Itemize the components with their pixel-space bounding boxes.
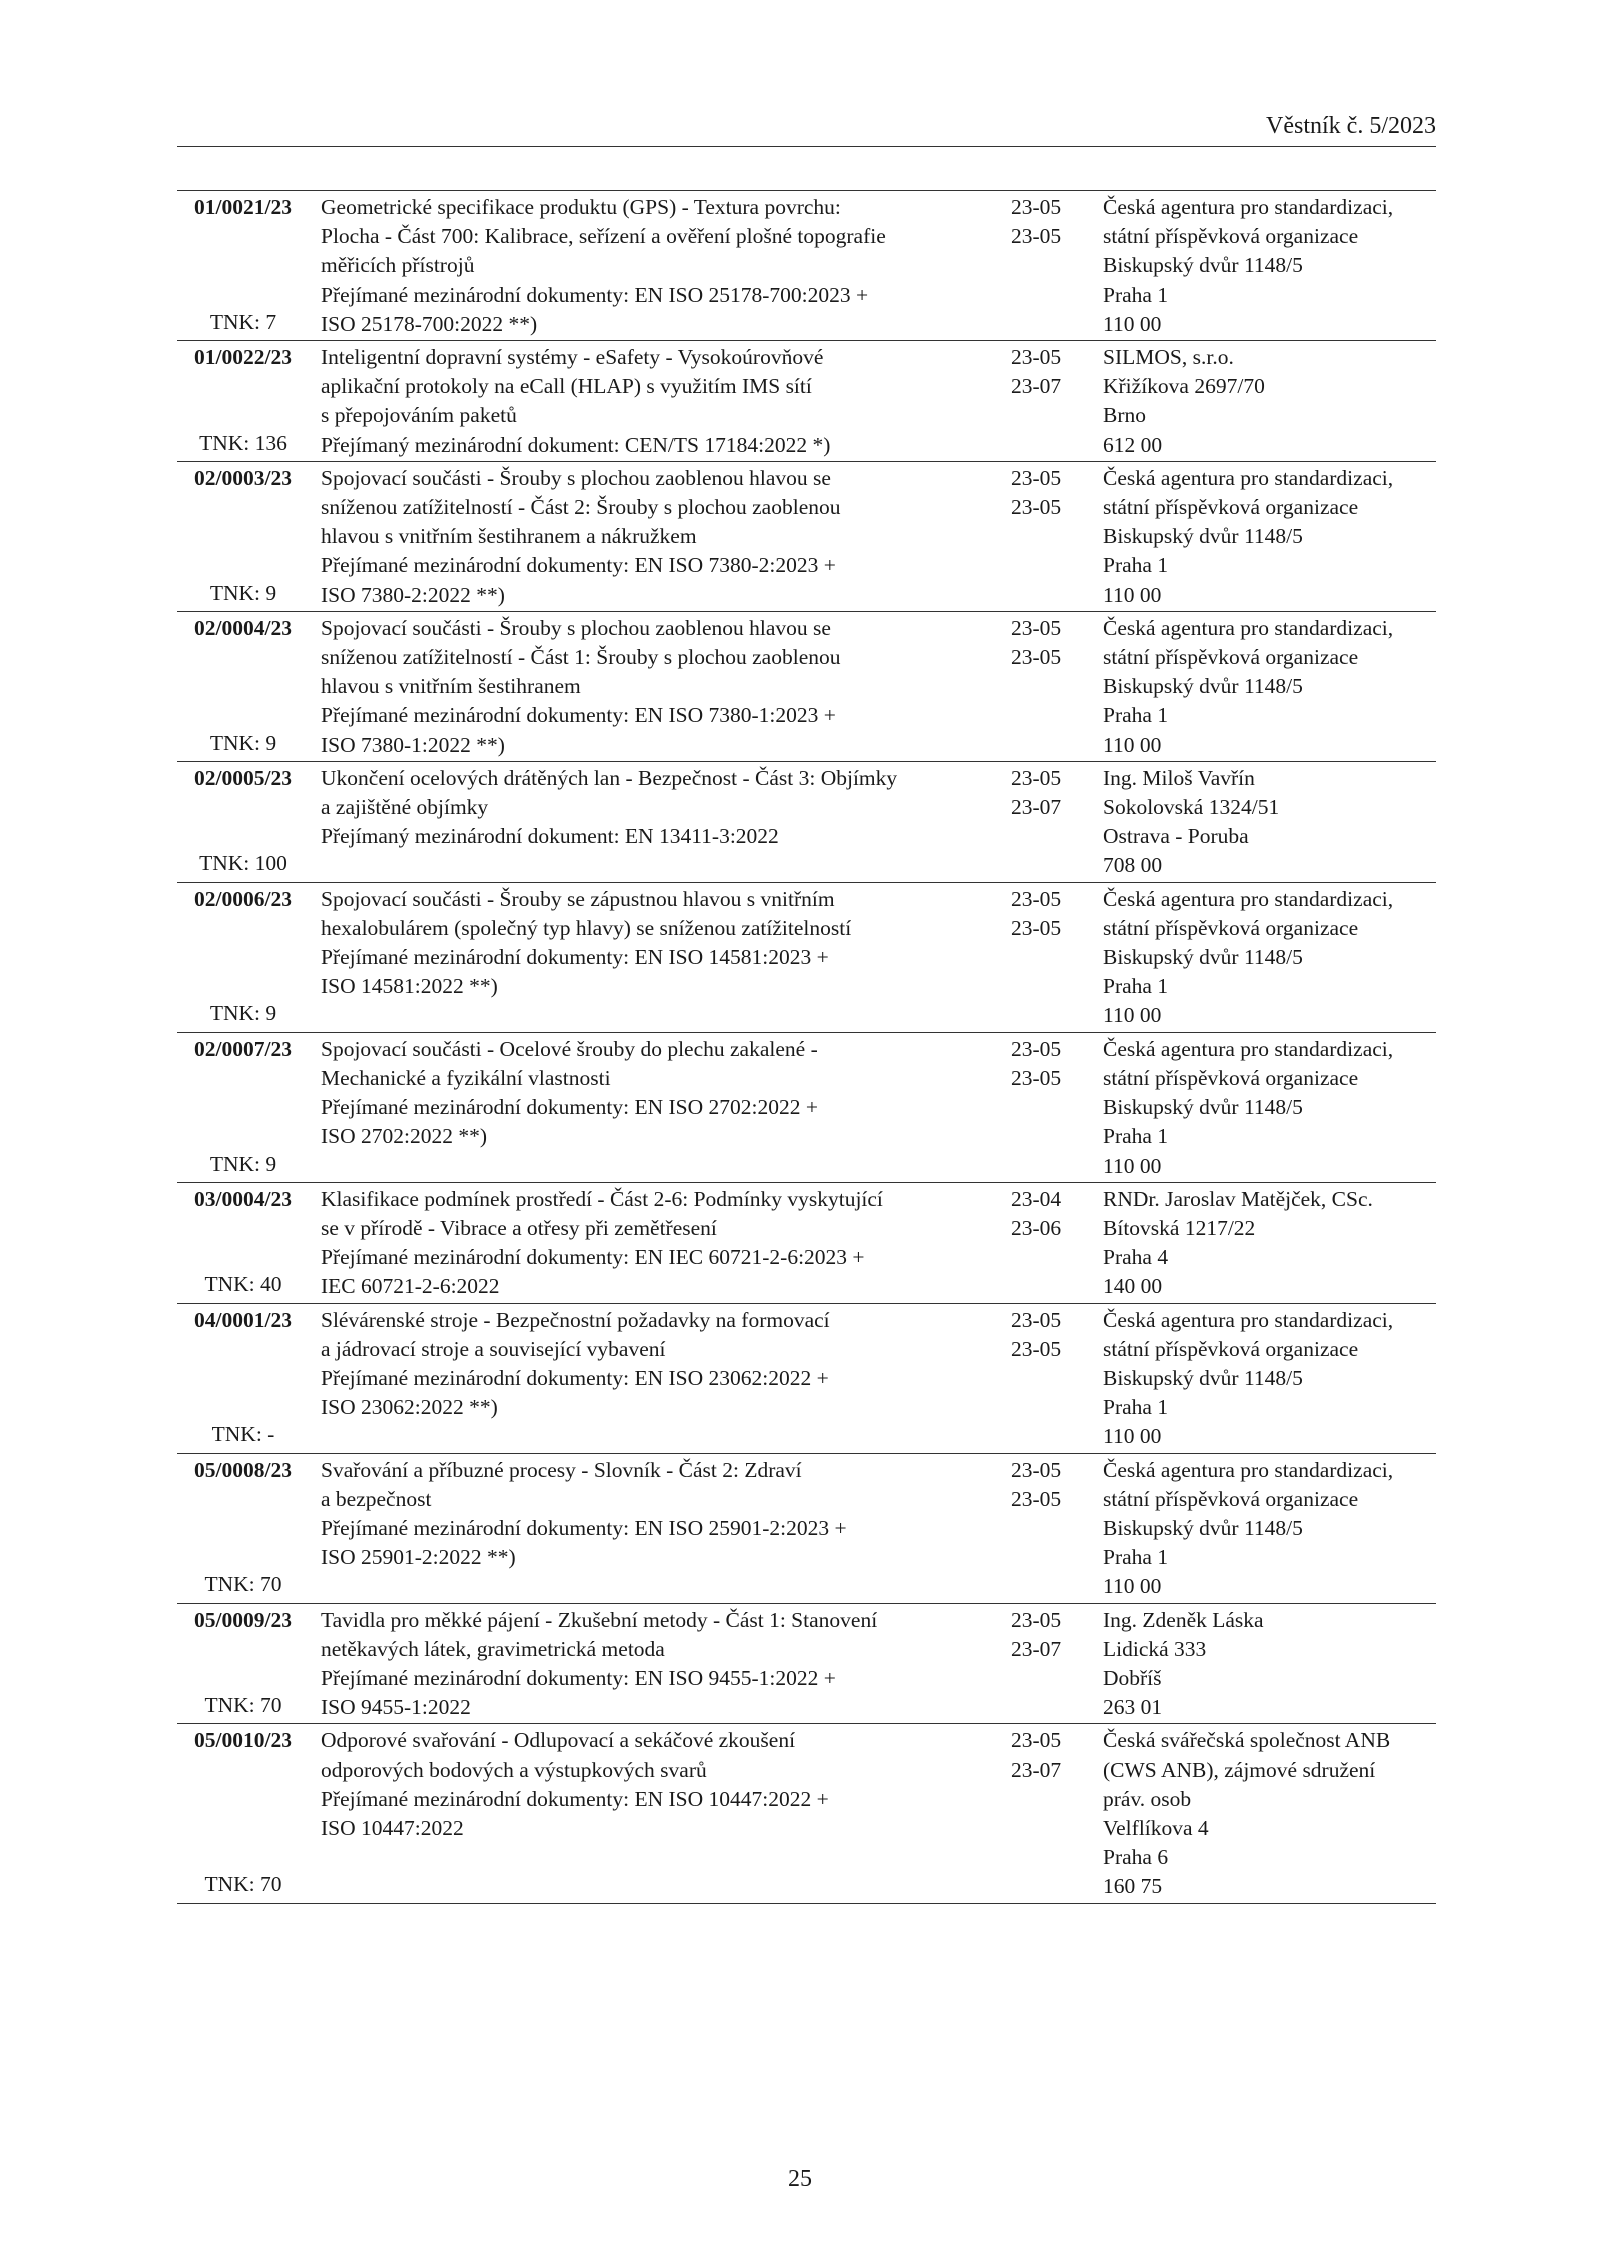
address-line: Praha 1 xyxy=(1103,1395,1169,1420)
standard-code: 02/0003/23 xyxy=(194,465,292,490)
address-line: Česká agentura pro standardizaci, xyxy=(1103,615,1394,640)
table-row xyxy=(177,341,1436,462)
title-line: Spojovací součásti - Šrouby s plochou zaoblenou hlavou se xyxy=(321,615,831,640)
title-line: Přejímané mezinárodní dokumenty: EN ISO 9455-1:2022 + xyxy=(321,1665,836,1690)
table-row xyxy=(177,1304,1436,1454)
address-line: 263 01 xyxy=(1103,1695,1163,1720)
address-line: 110 00 xyxy=(1103,1003,1162,1028)
table-row xyxy=(177,612,1436,762)
standard-code: 01/0021/23 xyxy=(194,195,292,219)
title-line: ISO 25901-2:2022 **) xyxy=(321,1545,516,1570)
date-line: 23-05 xyxy=(1011,195,1062,219)
tnk-label: TNK: - xyxy=(211,1422,275,1447)
address-line: 110 00 xyxy=(1103,1153,1162,1178)
address-cell xyxy=(1103,1306,1436,1452)
title-line: odporových bodových a výstupkových svarů xyxy=(321,1757,707,1782)
address-line: 110 00 xyxy=(1103,1574,1162,1599)
date-line: 23-07 xyxy=(1011,795,1062,820)
date-line: 23-05 xyxy=(1011,645,1062,670)
title-line: Přejímané mezinárodní dokumenty: EN ISO 10447:2022 + xyxy=(321,1786,829,1811)
standard-code: 01/0022/23 xyxy=(194,345,292,370)
title-line: Mechanické a fyzikální vlastnosti xyxy=(321,1065,611,1090)
row-id-cell xyxy=(177,1606,309,1723)
date-line: 23-05 xyxy=(1011,765,1062,790)
title-line: Přejímané mezinárodní dokumenty: EN ISO 23062:2022 + xyxy=(321,1365,829,1390)
standard-code: 05/0009/23 xyxy=(194,1607,292,1632)
title-line: Přejímané mezinárodní dokumenty: EN ISO 14581:2023 + xyxy=(321,945,829,970)
address-line: Česká agentura pro standardizaci, xyxy=(1103,1457,1394,1482)
tnk-label: TNK: 70 xyxy=(204,1872,282,1897)
title-line: ISO 10447:2022 xyxy=(321,1815,464,1840)
table-row xyxy=(177,462,1436,612)
tnk-label: TNK: 9 xyxy=(209,580,277,605)
row-id-cell xyxy=(177,1185,309,1302)
page-header: Věstník č. 5/2023 xyxy=(1266,113,1436,139)
title-line: Spojovací součásti - Ocelové šrouby do plechu zakalené - xyxy=(321,1036,818,1061)
title-line: měřicích přístrojů xyxy=(321,253,475,278)
title-line: Klasifikace podmínek prostředí - Část 2-6: Podmínky vyskytující xyxy=(321,1186,883,1211)
date-line: 23-05 xyxy=(1011,1728,1062,1753)
address-line: Česká agentura pro standardizaci, xyxy=(1103,1307,1394,1332)
date-line: 23-05 xyxy=(1011,1036,1062,1061)
title-line: se v přírodě - Vibrace a otřesy při zemětřesení xyxy=(321,1215,717,1240)
row-id-cell xyxy=(177,343,309,460)
header-rule xyxy=(177,146,1436,147)
date-line: 23-05 xyxy=(1011,1336,1062,1361)
title-line: ISO 14581:2022 **) xyxy=(321,974,498,999)
date-line: 23-05 xyxy=(1011,224,1062,249)
address-line: Biskupský dvůr 1148/5 xyxy=(1103,524,1303,549)
title-line: Přejímaný mezinárodní dokument: CEN/TS 17184:2022 *) xyxy=(321,432,831,457)
address-line: státní příspěvková organizace xyxy=(1103,645,1359,670)
table-row xyxy=(177,1604,1436,1725)
standard-code: 05/0008/23 xyxy=(194,1457,292,1482)
address-line: 110 00 xyxy=(1103,732,1162,757)
title-line: sníženou zatížitelností - Část 2: Šrouby s plochou zaoblenou xyxy=(321,495,841,520)
address-line: RNDr. Jaroslav Matějček, CSc. xyxy=(1103,1186,1373,1211)
row-id-cell xyxy=(177,1726,309,1901)
address-line: SILMOS, s.r.o. xyxy=(1103,345,1234,370)
address-line: Praha 1 xyxy=(1103,553,1169,578)
dates-cell xyxy=(1011,1185,1101,1302)
address-line: Brno xyxy=(1103,403,1146,428)
row-id-cell xyxy=(177,193,309,339)
title-line: hlavou s vnitřním šestihranem xyxy=(321,674,581,699)
address-line: Praha 4 xyxy=(1103,1245,1169,1270)
title-line: ISO 23062:2022 **) xyxy=(321,1395,498,1420)
title-line: a zajištěné objímky xyxy=(321,795,489,820)
table-row xyxy=(177,1724,1436,1903)
title-line: Přejímané mezinárodní dokumenty: EN ISO 7380-2:2023 + xyxy=(321,553,836,578)
title-line: Spojovací součásti - Šrouby s plochou zaoblenou hlavou se xyxy=(321,465,831,490)
address-line: Biskupský dvůr 1148/5 xyxy=(1103,1515,1303,1540)
title-cell xyxy=(321,464,1011,610)
tnk-label: TNK: 7 xyxy=(209,309,277,334)
address-line: Bítovská 1217/22 xyxy=(1103,1215,1256,1240)
address-line: Praha 1 xyxy=(1103,703,1169,728)
address-line: 160 75 xyxy=(1103,1874,1163,1899)
address-cell xyxy=(1103,1606,1436,1723)
table-row xyxy=(177,1183,1436,1304)
title-line: Přejímané mezinárodní dokumenty: EN ISO 2702:2022 + xyxy=(321,1095,818,1120)
title-line: Přejímané mezinárodní dokumenty: EN ISO 25178-700:2023 + xyxy=(321,282,869,307)
address-line: Dobříš xyxy=(1103,1665,1162,1690)
address-line: Praha 1 xyxy=(1103,1545,1169,1570)
address-line: Křižíkova 2697/70 xyxy=(1103,374,1265,399)
title-line: sníženou zatížitelností - Část 1: Šrouby s plochou zaoblenou xyxy=(321,645,841,670)
date-line: 23-05 xyxy=(1011,495,1062,520)
address-cell xyxy=(1103,1185,1436,1302)
table-row xyxy=(177,191,1436,341)
title-line: Tavidla pro měkké pájení - Zkušební metody - Část 1: Stanovení xyxy=(321,1607,878,1632)
date-line: 23-05 xyxy=(1011,615,1062,640)
address-line: státní příspěvková organizace xyxy=(1103,1486,1359,1511)
title-cell xyxy=(321,1456,1011,1602)
tnk-label: TNK: 70 xyxy=(204,1693,282,1718)
address-line: státní příspěvková organizace xyxy=(1103,495,1359,520)
title-line: Přejímané mezinárodní dokumenty: EN ISO 7380-1:2023 + xyxy=(321,703,836,728)
title-line: aplikační protokoly na eCall (HLAP) s využitím IMS sítí xyxy=(321,374,812,399)
table-row xyxy=(177,1454,1436,1604)
table-row xyxy=(177,1033,1436,1183)
date-line: 23-06 xyxy=(1011,1215,1062,1240)
title-line: a jádrovací stroje a související vybavení xyxy=(321,1336,666,1361)
row-id-cell xyxy=(177,1035,309,1181)
address-line: Praha 6 xyxy=(1103,1845,1169,1870)
title-line: a bezpečnost xyxy=(321,1486,432,1511)
date-line: 23-05 xyxy=(1011,886,1062,911)
address-line: Biskupský dvůr 1148/5 xyxy=(1103,253,1303,278)
title-line: ISO 25178-700:2022 **) xyxy=(321,311,538,336)
standard-code: 04/0001/23 xyxy=(194,1307,292,1332)
table-row xyxy=(177,883,1436,1033)
title-cell xyxy=(321,764,1011,881)
address-line: Česká agentura pro standardizaci, xyxy=(1103,1036,1394,1061)
dates-cell xyxy=(1011,1606,1101,1723)
date-line: 23-05 xyxy=(1011,1065,1062,1090)
title-line: hlavou s vnitřním šestihranem a nákružkem xyxy=(321,524,697,549)
address-line: státní příspěvková organizace xyxy=(1103,1065,1359,1090)
address-line: 110 00 xyxy=(1103,582,1162,607)
address-line: Ostrava - Poruba xyxy=(1103,824,1249,849)
table-row xyxy=(177,762,1436,883)
address-line: Česká agentura pro standardizaci, xyxy=(1103,886,1394,911)
date-line: 23-05 xyxy=(1011,1486,1062,1511)
title-line: netěkavých látek, gravimetrická metoda xyxy=(321,1636,665,1661)
standard-code: 02/0005/23 xyxy=(194,765,292,790)
title-line: Plocha - Část 700: Kalibrace, seřízení a ověření plošné topografie xyxy=(321,224,886,249)
tnk-label: TNK: 100 xyxy=(199,851,287,876)
date-line: 23-07 xyxy=(1011,374,1062,399)
title-line: hexalobulárem (společný typ hlavy) se sníženou zatížitelností xyxy=(321,915,852,940)
address-line: Česká agentura pro standardizaci, xyxy=(1103,195,1394,219)
address-cell xyxy=(1103,1035,1436,1181)
title-cell xyxy=(321,1606,1011,1723)
address-cell xyxy=(1103,885,1436,1031)
date-line: 23-05 xyxy=(1011,1457,1062,1482)
dates-cell xyxy=(1011,1456,1101,1602)
standard-code: 02/0007/23 xyxy=(194,1036,292,1061)
date-line: 23-05 xyxy=(1011,345,1062,370)
page-number: 25 xyxy=(788,2166,812,2192)
row-id-cell xyxy=(177,464,309,610)
standard-code: 02/0006/23 xyxy=(194,886,292,911)
address-line: Česká svářečská společnost ANB xyxy=(1103,1728,1391,1753)
dates-cell xyxy=(1011,193,1101,339)
date-line: 23-07 xyxy=(1011,1757,1062,1782)
dates-cell xyxy=(1011,1306,1101,1452)
dates-cell xyxy=(1011,1726,1101,1901)
title-line: Přejímané mezinárodní dokumenty: EN ISO 25901-2:2023 + xyxy=(321,1515,847,1540)
address-line: 110 00 xyxy=(1103,311,1162,336)
address-line: 708 00 xyxy=(1103,853,1163,878)
address-line: státní příspěvková organizace xyxy=(1103,1336,1359,1361)
title-cell xyxy=(321,885,1011,1031)
date-line: 23-04 xyxy=(1011,1186,1062,1211)
title-line: Odporové svařování - Odlupovací a sekáčové zkoušení xyxy=(321,1728,796,1753)
dates-cell xyxy=(1011,885,1101,1031)
address-line: Ing. Miloš Vavřín xyxy=(1103,765,1255,790)
dates-cell xyxy=(1011,464,1101,610)
address-line: Velflíkova 4 xyxy=(1103,1815,1209,1840)
standards-table xyxy=(177,190,1436,1904)
address-line: 110 00 xyxy=(1103,1424,1162,1449)
address-cell xyxy=(1103,614,1436,760)
row-id-cell xyxy=(177,1456,309,1602)
title-line: Geometrické specifikace produktu (GPS) - Textura povrchu: xyxy=(321,195,841,219)
address-line: 612 00 xyxy=(1103,432,1163,457)
date-line: 23-05 xyxy=(1011,1607,1062,1632)
address-line: Sokolovská 1324/51 xyxy=(1103,795,1280,820)
address-line: státní příspěvková organizace xyxy=(1103,915,1359,940)
date-line: 23-07 xyxy=(1011,1636,1062,1661)
address-cell xyxy=(1103,1456,1436,1602)
address-line: 140 00 xyxy=(1103,1274,1163,1299)
dates-cell xyxy=(1011,614,1101,760)
title-cell xyxy=(321,343,1011,460)
tnk-label: TNK: 70 xyxy=(204,1572,282,1597)
tnk-label: TNK: 40 xyxy=(204,1272,282,1297)
address-cell xyxy=(1103,1726,1436,1901)
title-line: ISO 7380-2:2022 **) xyxy=(321,582,505,607)
row-id-cell xyxy=(177,885,309,1031)
address-line: státní příspěvková organizace xyxy=(1103,224,1359,249)
address-cell xyxy=(1103,343,1436,460)
tnk-label: TNK: 9 xyxy=(209,1151,277,1176)
address-line: Praha 1 xyxy=(1103,1124,1169,1149)
date-line: 23-05 xyxy=(1011,465,1062,490)
tnk-label: TNK: 9 xyxy=(209,1001,277,1026)
address-cell xyxy=(1103,193,1436,339)
address-line: práv. osob xyxy=(1103,1786,1192,1811)
title-cell xyxy=(321,614,1011,760)
dates-cell xyxy=(1011,764,1101,881)
address-line: Biskupský dvůr 1148/5 xyxy=(1103,674,1303,699)
row-id-cell xyxy=(177,614,309,760)
address-cell xyxy=(1103,764,1436,881)
address-cell xyxy=(1103,464,1436,610)
dates-cell xyxy=(1011,1035,1101,1181)
title-cell xyxy=(321,1035,1011,1181)
title-line: ISO 9455-1:2022 xyxy=(321,1695,471,1720)
address-line: Ing. Zdeněk Láska xyxy=(1103,1607,1264,1632)
tnk-label: TNK: 136 xyxy=(199,430,287,455)
date-line: 23-05 xyxy=(1011,1307,1062,1332)
row-id-cell xyxy=(177,1306,309,1452)
title-line: Přejímaný mezinárodní dokument: EN 13411-3:2022 xyxy=(321,824,779,849)
title-cell xyxy=(321,1306,1011,1452)
address-line: Biskupský dvůr 1148/5 xyxy=(1103,1365,1303,1390)
address-line: Biskupský dvůr 1148/5 xyxy=(1103,1095,1303,1120)
address-line: (CWS ANB), zájmové sdružení xyxy=(1103,1757,1376,1782)
title-cell xyxy=(321,1726,1011,1901)
title-line: Přejímané mezinárodní dokumenty: EN IEC 60721-2-6:2023 + xyxy=(321,1245,865,1270)
address-line: Praha 1 xyxy=(1103,282,1169,307)
title-line: IEC 60721-2-6:2022 xyxy=(321,1274,500,1299)
standard-code: 05/0010/23 xyxy=(194,1728,292,1753)
title-line: Inteligentní dopravní systémy - eSafety - Vysokoúrovňové xyxy=(321,345,824,370)
title-cell xyxy=(321,193,1011,339)
row-id-cell xyxy=(177,764,309,881)
address-line: Biskupský dvůr 1148/5 xyxy=(1103,945,1303,970)
address-line: Lidická 333 xyxy=(1103,1636,1207,1661)
standard-code: 03/0004/23 xyxy=(194,1186,292,1211)
title-line: ISO 2702:2022 **) xyxy=(321,1124,488,1149)
title-line: Spojovací součásti - Šrouby se zápustnou hlavou s vnitřním xyxy=(321,886,835,911)
title-line: s přepojováním paketů xyxy=(321,403,517,428)
title-line: Slévárenské stroje - Bezpečnostní požadavky na formovací xyxy=(321,1307,830,1332)
standard-code: 02/0004/23 xyxy=(194,615,292,640)
tnk-label: TNK: 9 xyxy=(209,730,277,755)
date-line: 23-05 xyxy=(1011,915,1062,940)
address-line: Praha 1 xyxy=(1103,974,1169,999)
title-line: Ukončení ocelových drátěných lan - Bezpečnost - Část 3: Objímky xyxy=(321,765,898,790)
title-line: ISO 7380-1:2022 **) xyxy=(321,732,505,757)
title-cell xyxy=(321,1185,1011,1302)
dates-cell xyxy=(1011,343,1101,460)
address-line: Česká agentura pro standardizaci, xyxy=(1103,465,1394,490)
title-line: Svařování a příbuzné procesy - Slovník - Část 2: Zdraví xyxy=(321,1457,802,1482)
